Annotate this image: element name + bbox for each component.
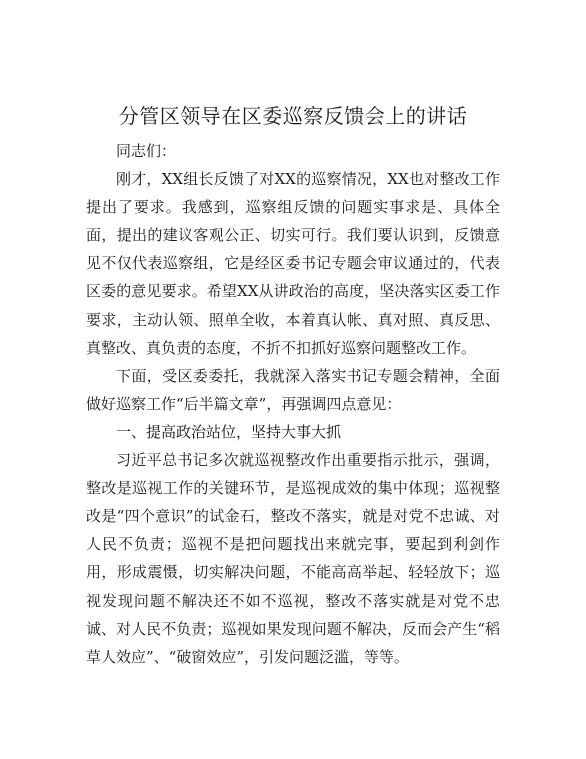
document-title: 分管区领导在区委巡察反馈会上的讲话	[118, 104, 468, 128]
greeting: 同志们：	[116, 142, 177, 160]
document-body	[86, 137, 500, 671]
section-heading: 一、提高政治站位，坚持大事大抓	[116, 422, 342, 441]
body-paragraph: 刚才，XX组长反馈了对XX的巡察情况，XX也对整改工作提出了要求。我感到，巡察组反馈的问题实事求是、具体全面，提出的建议客观公正、切实可行。我们要认识到，反馈意见不仅代表巡察组，它是经区委书记专题会审议通过的，代表区委的意见要求。希望XX从讲政治的高度，坚决落实区委工作要求，主动认领、照单全收，本着真认帐、真对照、真反思、真整改、真负责的态度，不折不扣抓好巡察问题整改工作。	[86, 170, 500, 357]
body-paragraph: 习近平总书记多次就巡视整改作出重要指示批示，强调，整改是巡视工作的关键环节，是巡视成效的集中体现；巡视整改是“四个意识”的试金石，整改不落实，就是对党不忠诚、对人民不负责；巡视不是把问题找出来就完事，要起到利剑作用，形成震慑，切实解决问题，不能高高举起、轻轻放下；巡视发现问题不解决还不如不巡视，整改不落实就是对党不忠诚、对人民不负责；巡视如果发现问题不解决，反而会产生“稻草人效应”、“破窗效应”，引发问题泛滥，等等。	[86, 451, 500, 666]
body-paragraph: 下面，受区委委托，我就深入落实书记专题会精神，全面做好巡察工作“后半篇文章”，再强调四点意见：	[86, 366, 500, 413]
